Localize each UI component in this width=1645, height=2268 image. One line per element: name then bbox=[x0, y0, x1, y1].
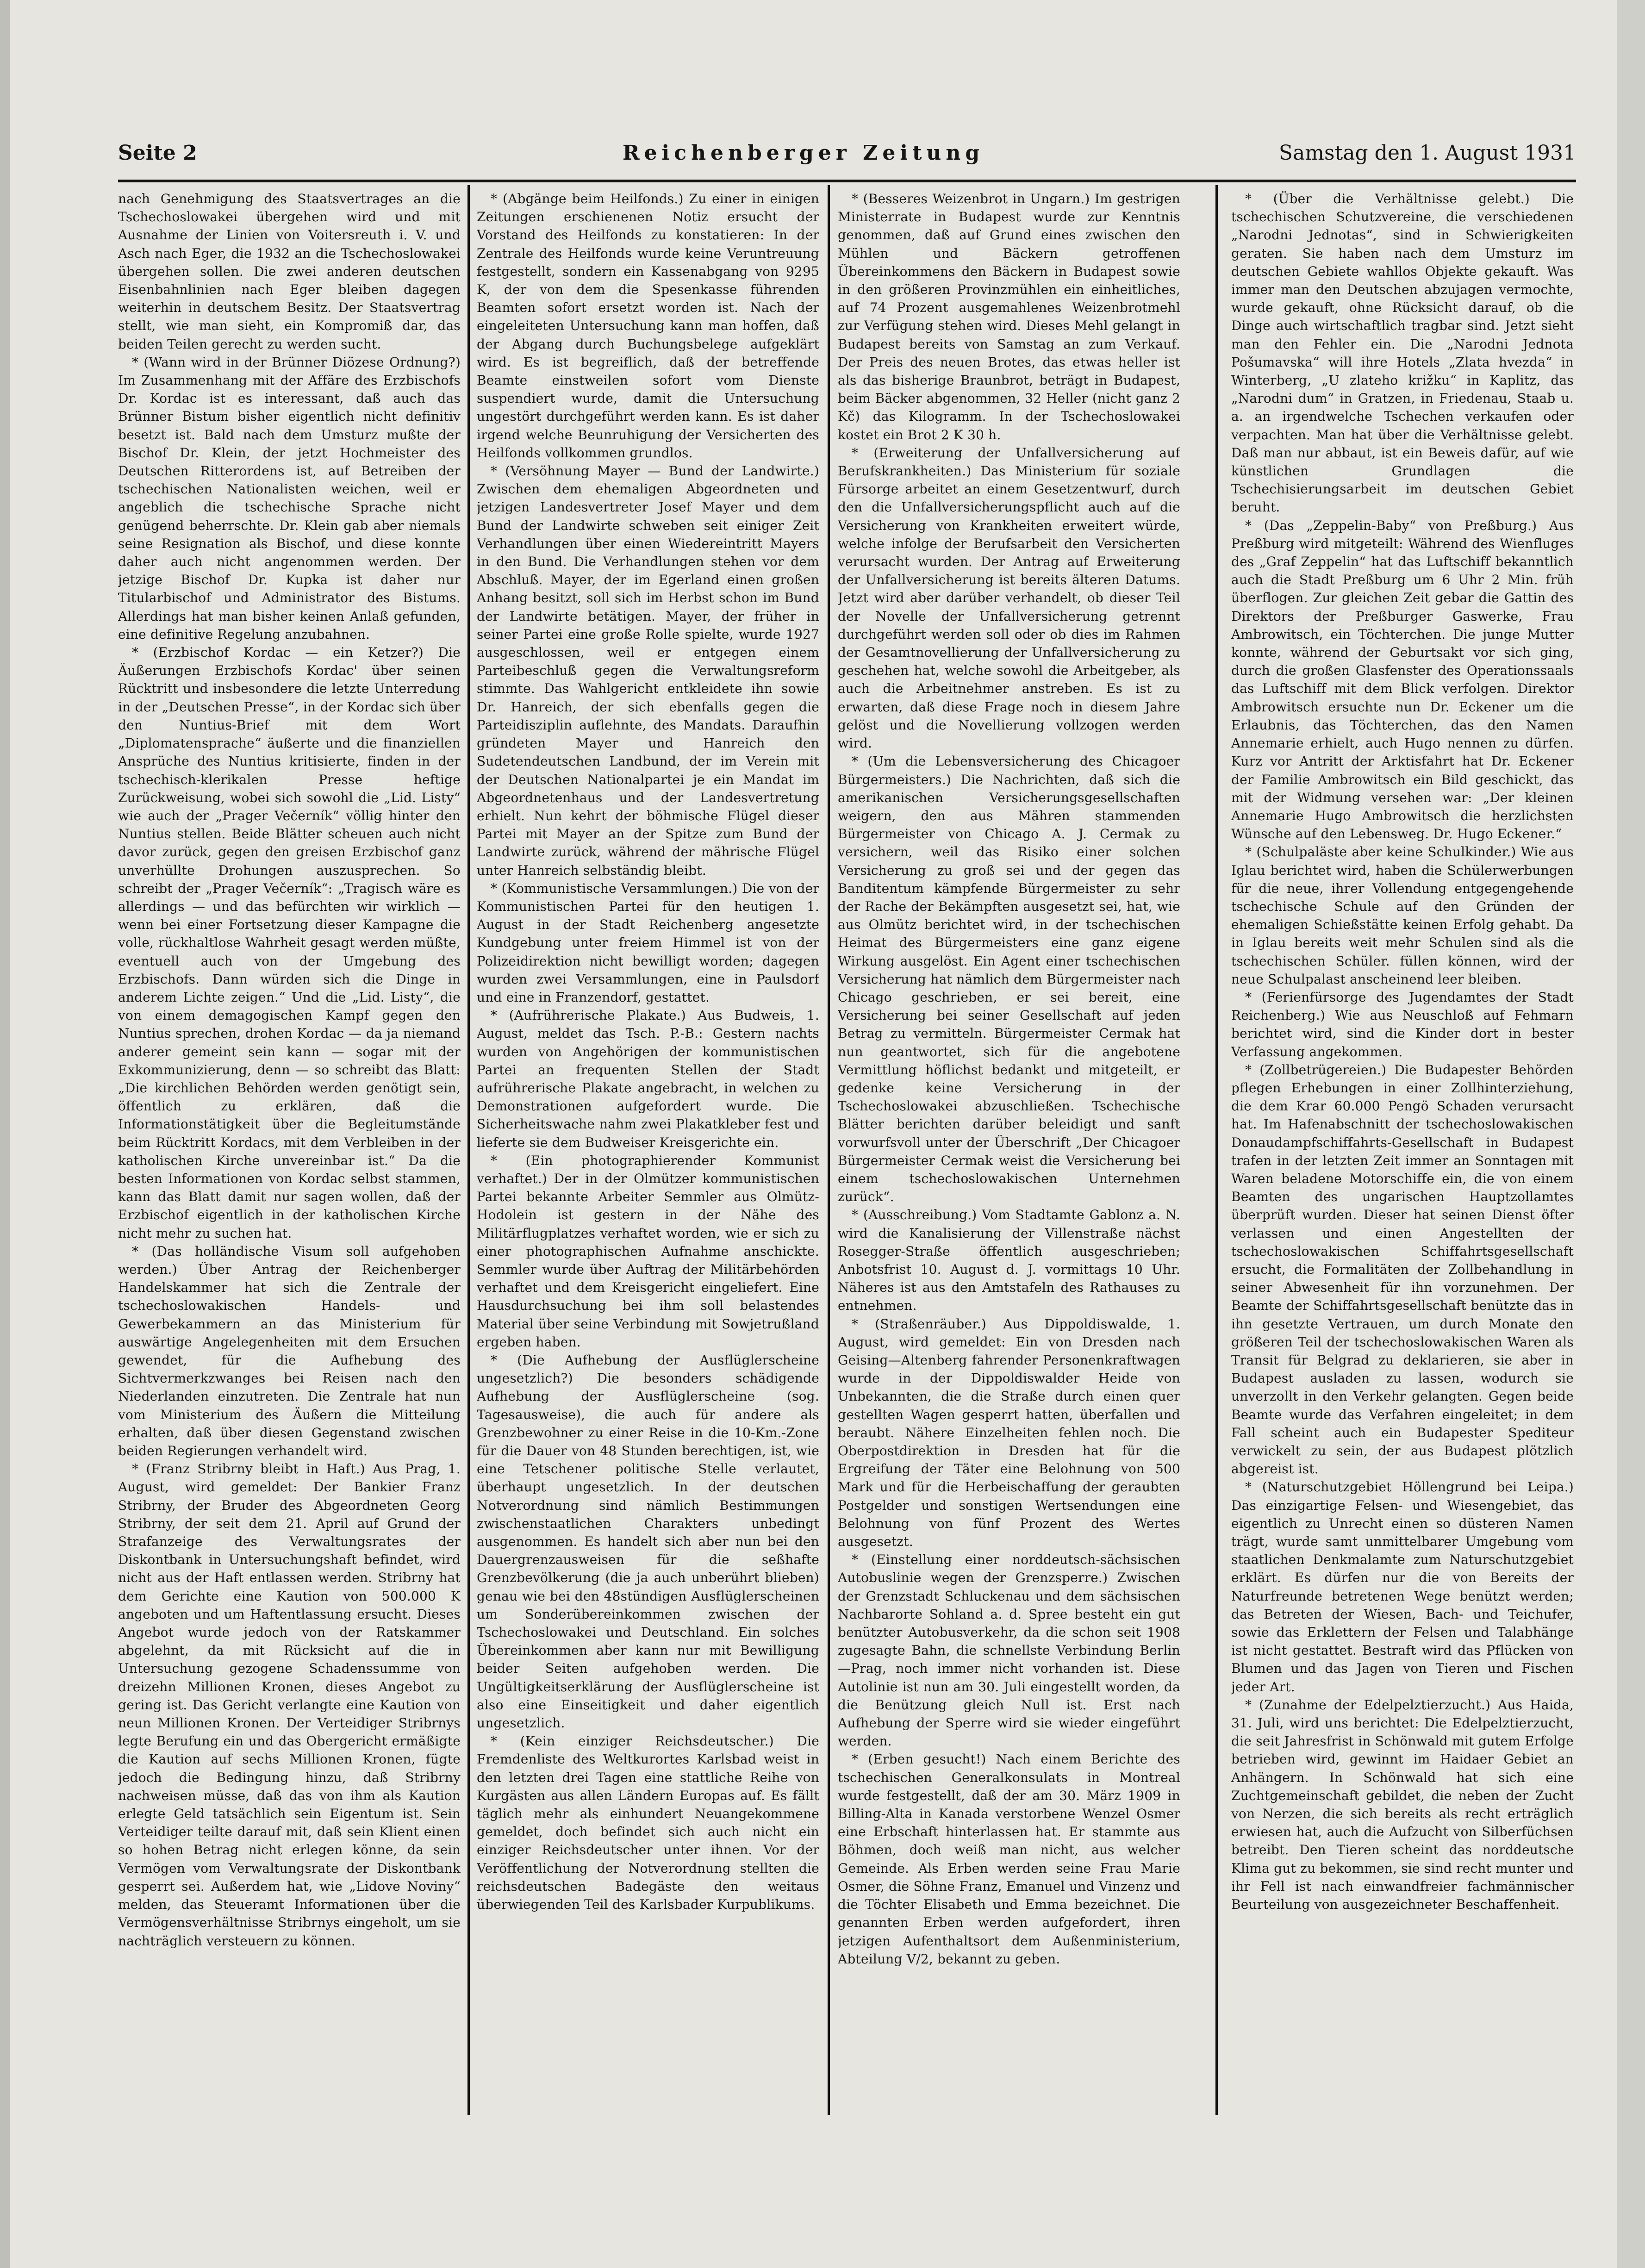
article-text: * (Kein einziger Reichsdeutscher.) Die Fremdenliste des Weltkurortes Karlsbad weist in den letzten drei Tagen eine stattliche Reihe von Kurgästen aus allen Ländern Europas auf. Es fällt täglich mehr als einhundert Neuangekommene gemeldet, doch befindet sich auch nicht ein einziger Reichsdeutscher unter ihnen. Vor der Veröffentlichung der Notverordnung stellten die reichsdeutschen Badegäste den weitaus überwiegenden Teil des Karlsbader Kurpublikums. bbox=[477, 1733, 819, 1913]
article-text: * (Ausschreibung.) Vom Stadtamte Gablonz a. N. wird die Kanalisierung der Villenstraße nächst Rosegger-Straße öffentlich ausgeschrieben; Anbotsfrist 10. August d. J. vormittags 10 Uhr. Näheres ist aus den Amtstafeln des Rathauses zu entnehmen. bbox=[838, 1207, 1180, 1314]
article-text: * (Schulpaläste aber keine Schulkinder.) Wie aus Iglau berichtet wird, haben die Schülerwerbungen für die neue, ihrer Vollendung entgegengehende tschechische Schule auf den Gründen der ehemaligen Schießstätte keinen Erfolg gehabt. Da in Iglau bereits weit mehr Schulen sind als die tschechischen Schüler. füllen können, wird der neue Schulpalast anscheinend leer bleiben. bbox=[1231, 844, 1574, 987]
article-text: * (Das „Zeppelin-Baby“ von Preßburg.) Aus Preßburg wird mitgeteilt: Während des Wienfluges des „Graf Zeppelin“ hat das Luftschiff bekanntlich auch die Stadt Preßburg um 6 Uhr 2 Min. früh überflogen. Zur gleichen Zeit gebar die Gattin des Direktors der Preßburger Gaswerke, Frau Ambrowitsch, ein Töchterchen. Die junge Mutter konnte, während der Geburtsakt vor sich ging, durch die großen Glasfenster des Operationssaals das Luftschiff mit dem Blick verfolgen. Direktor Ambrowitsch ersuchte nun Dr. Eckener um die Erlaubnis, das Töchterchen, das den Namen Annemarie erhielt, auch Hugo nennen zu dürfen. Kurz vor Antritt der Arktisfahrt hat Dr. Eckener der Familie Ambrowitsch ein Bild geschickt, das mit der Widmung versehen war: „Der kleinen Annemarie Hugo Ambrowitsch die herzlichsten Wünsche auf den Lebensweg. Dr. Hugo Eckener.“ bbox=[1231, 517, 1574, 842]
article-text: * (Versöhnung Mayer — Bund der Landwirte.) Zwischen dem ehemaligen Abgeordneten und jetzigen Landesvertreter Josef Mayer und dem Bund der Landwirte schweben seit einiger Zeit Verhandlungen über einen Wiedereintritt Mayers in den Bund. Die Verhandlungen stehen vor dem Abschluß. Mayer, der im Egerland einen großen Anhang besitzt, soll sich im Herbst schon im Bund der Landwirte betätigen. Mayer, der früher in seiner Partei eine große Rolle spielte, wurde 1927 ausgeschlossen, weil er entgegen einem Parteibeschluß gegen die Verwaltungsreform stimmte. Das Wahlgericht entkleidete ihn sowie Dr. Hanreich, der sich ebenfalls gegen die Parteidisziplin auflehnte, des Mandats. Daraufhin gründeten Mayer und Hanreich den Sudetendeutschen Landbund, der im Verein mit der Deutschen Nationalpartei je ein Mandat im Abgeordnetenhaus und der Landesvertretung erhielt. Nun kehrt der böhmische Flügel dieser Partei mit Mayer an der Spitze zum Bund der Landwirte zurück, während der mährische Flügel unter Hanreich selbständig bleibt. bbox=[477, 463, 819, 878]
right-page-edge bbox=[1617, 0, 1645, 2268]
article-text: * (Besseres Weizenbrot in Ungarn.) Im gestrigen Ministerrate in Budapest wurde zur Kenntnis genommen, daß auf Grund eines zwischen den Mühlen und Bäckern getroffenen Übereinkommens den Bäckern in Budapest sowie in den größeren Provinzmühlen ein einheitliches, auf 74 Prozent ausgemahlenes Weizenbrotmehl zur Verfügung stehen wird. Dieses Mehl gelangt in Budapest bereits von Samstag an zum Verkauf. Der Preis des neuen Brotes, das etwas heller ist als das bisherige Braunbrot, beträgt in Budapest, beim Bäcker abgenommen, 32 Heller (nicht ganz 2 Kč) das Kilogramm. In der Tschechoslowakei kostet ein Brot 2 K 30 h. bbox=[838, 191, 1180, 442]
article-text: nach Genehmigung des Staatsvertrages an die Tschechoslowakei übergehen wird und mit Ausnahme der Linien von Voitersreuth i. V. und Asch nach Eger, die 1932 an die Tschechoslowakei übergehen sollen. Die zwei anderen deutschen Eisenbahnlinien nach Eger bleiben dagegen weiterhin in deutschem Besitz. Der Staatsvertrag stellt, wie man sieht, ein Kompromiß dar, das beiden Teilen gerecht zu werden sucht. bbox=[118, 191, 461, 352]
article-text: * (Zunahme der Edelpelztierzucht.) Aus Haida, 31. Juli, wird uns berichtet: Die Edelpelztierzucht, die seit Jahresfrist in Schönwald mit gutem Erfolge betrieben wird, gewinnt im Haidaer Gebiet an Anhängern. In Schönwald hat sich eine Zuchtgemeinschaft gebildet, die neben der Zucht von Nerzen, die sich bereits als recht erträglich erwiesen hat, auch die Aufzucht von Silberfüchsen betreibt. Den Tieren scheint das norddeutsche Klima gut zu bekommen, sie sind recht munter und ihr Fell ist nach einwandfreier fachmännischer Beurteilung von ausgezeichneter Beschaffenheit. bbox=[1231, 1697, 1574, 1913]
column-divider bbox=[1215, 185, 1218, 2115]
header-rule bbox=[118, 180, 1576, 182]
issue-date: Samstag den 1. August 1931 bbox=[1278, 141, 1576, 165]
column-2 bbox=[477, 190, 819, 2115]
page-number: Seite 2 bbox=[118, 141, 197, 165]
column-divider bbox=[828, 185, 830, 2115]
article-text: * (Ferienfürsorge des Jugendamtes der Stadt Reichenberg.) Wie aus Neuschloß auf Fehmarn berichtet wird, sind die Kinder dort in bester Verfassung angekommen. bbox=[1231, 989, 1574, 1059]
masthead-title: Reichenberger Zeitung bbox=[623, 141, 985, 165]
article-text: * (Einstellung einer norddeutsch-sächsischen Autobuslinie wegen der Grenzsperre.) Zwischen der Grenzstadt Schluckenau und dem sächsischen Nachbarorte Sohland a. d. Spree besteht ein gut benützter Autobusverkehr, da die schon seit 1908 zugesagte Bahn, die schnellste Verbindung Berlin—Prag, noch immer nicht vorhanden ist. Diese Autolinie ist nun am 30. Juli eingestellt worden, da die Benützung gleich Null ist. Erst nach Aufhebung der Sperre wird sie wieder eingeführt werden. bbox=[838, 1552, 1180, 1749]
article-text: * (Über die Verhältnisse gelebt.) Die tschechischen Schutzvereine, die verschiedenen „Narodni Jednotas“, sind in Schwierigkeiten geraten. Sie haben nach dem Umsturz im deutschen Gebiete wahllos Objekte gekauft. Was immer man den Deutschen abzujagen vermochte, wurde gekauft, ohne Rücksicht darauf, ob die Dinge auch wirtschaftlich tragbar sind. Jetzt sieht man den Fehler ein. Die „Narodni Jednota Pošumavska“ will ihre Hotels „Zlata hvezda“ in Winterberg, „U zlateho križku“ in Kaplitz, das „Narodni dum“ in Gratzen, in Friedenau, Staab u. a. an irgendwelche Tschechen verkaufen oder verpachten. Man hat über die Verhältnisse gelebt. Daß man nur abbaut, ist ein Beweis dafür, auf wie künstlichen Grundlagen die Tschechisierungsarbeit im deutschen Gebiet beruht. bbox=[1231, 191, 1574, 515]
article-text: * (Franz Stribrny bleibt in Haft.) Aus Prag, 1. August, wird gemeldet: Der Bankier Franz Stribrny, der Bruder des Abgeordneten Georg Stribrny, der seit dem 21. April auf Grund der Strafanzeige des Verwaltungsrates der Diskontbank in Untersuchungshaft befindet, wird nicht aus der Haft entlassen werden. Stribrny hat dem Gerichte eine Kaution von 500.000 K angeboten und um Haftentlassung ersucht. Dieses Angebot wurde jedoch von der Ratskammer abgelehnt, da mit Rücksicht auf die in Untersuchung gezogene Schadenssumme von dreizehn Millionen Kronen, dieses Angebot zu gering ist. Das Gericht verlangte eine Kaution von neun Millionen Kronen. Der Verteidiger Stribrnys legte Berufung ein und das Obergericht ermäßigte die Kaution auf sechs Millionen Kronen, fügte jedoch die Bedingung hinzu, daß Stribrny nachweisen müsse, daß das von ihm als Kaution erlegte Geld tatsächlich sein Eigentum ist. Sein Verteidiger teilte darauf mit, daß sein Klient einen so hohen Betrag nicht erlegen könne, da sein Vermögen vom Verwaltungsrate der Diskontbank gesperrt sei. Außerdem hat, wie „Lidove Noviny“ melden, das Steueramt Informationen über die Vermögensverhältnisse Stribrnys eingeholt, um sie nachträglich versteuern zu können. bbox=[118, 1461, 461, 1949]
article-text: * (Um die Lebensversicherung des Chicagoer Bürgermeisters.) Die Nachrichten, daß sich die amerikanischen Versicherungsgesellschaften weigern, den aus Mähren stammenden Bürgermeister von Chicago A. J. Cermak zu versichern, weil das Risiko einer solchen Versicherung zu groß sei und der gegen das Banditentum kämpfende Bürgermeister zu sehr der Rache der Bekämpften ausgesetzt sei, hat, wie aus Olmütz berichtet wird, in der tschechischen Heimat des Bürgermeisters eine ganz eigene Wirkung ausgelöst. Ein Agent einer tschechischen Versicherung hat nämlich dem Bürgermeister nach Chicago geschrieben, er sei bereit, eine Versicherung bei seiner Gesellschaft auf jeden Betrag zu vermitteln. Bürgermeister Cermak hat nun geantwortet, sich für die angebotene Vermittlung höflichst bedankt und mitgeteilt, er gedenke keine Versicherung in der Tschechoslowakei abzuschließen. Tschechische Blätter berichten darüber beleidigt und sanft vorwurfsvoll unter der Überschrift „Der Chicagoer Bürgermeister Cermak weist die Versicherung bei einem tschechoslowakischen Unternehmen zurück“. bbox=[838, 754, 1180, 1205]
article-text: * (Aufrührerische Plakate.) Aus Budweis, 1. August, meldet das Tsch. P.-B.: Gestern nachts wurden von Angehörigen der kommunistischen Partei an frequenten Stellen der Stadt aufrührerische Plakate angebracht, in welchen zu Demonstrationen aufgefordert wurde. Die Sicherheitswache nahm zwei Plakatkleber fest und lieferte sie dem Budweiser Kreisgerichte ein. bbox=[477, 1008, 819, 1150]
article-text: * (Abgänge beim Heilfonds.) Zu einer in einigen Zeitungen erschienenen Notiz ersucht der Vorstand des Heilfonds zu konstatieren: In der Zentrale des Heilfonds wurde keine Veruntreuung festgestellt, sondern ein Kassenabgang von 9295 K, der von dem die Spesenkasse führenden Beamten sofort ersetzt worden ist. Nach der eingeleiteten Untersuchung kann man hoffen, daß der Abgang durch Buchungsbelege aufgeklärt wird. Es ist begreiflich, daß der betreffende Beamte einstweilen sofort vom Dienste suspendiert wurde, damit die Untersuchung ungestört durchgeführt werden kann. Es ist daher irgend welche Beunruhigung der Versicherten des Heilfonds vollkommen grundlos. bbox=[477, 191, 819, 461]
column-1 bbox=[118, 190, 461, 2115]
article-text: * (Erben gesucht!) Nach einem Berichte des tschechischen Generalkonsulats in Montreal wurde festgestellt, daß der am 30. März 1909 in Billing-Alta in Kanada verstorbene Wenzel Osmer eine Erbschaft hinterlassen hat. Er stammte aus Böhmen, doch weiß man nicht, aus welcher Gemeinde. Als Erben werden seine Frau Marie Osmer, die Söhne Franz, Emanuel und Vinzenz und die Töchter Elisabeth und Emma bezeichnet. Die genannten Erben werden aufgefordert, ihren jetzigen Aufenthaltsort dem Außenministerium, Abteilung V/2, bekannt zu geben. bbox=[838, 1751, 1180, 1967]
article-text: * (Kommunistische Versammlungen.) Die von der Kommunistischen Partei für den heutigen 1. August in der Stadt Reichenberg angesetzte Kundgebung unter freiem Himmel ist von der Polizeidirektion nicht bewilligt worden; dagegen wurden zwei Versammlungen, eine in Paulsdorf und eine in Franzendorf, gestattet. bbox=[477, 880, 819, 1005]
article-text: * (Die Aufhebung der Ausflüglerscheine ungesetzlich?) Die besonders schädigende Aufhebung der Ausflüglerscheine (sog. Tagesausweise), die auch für andere als Grenzbewohner zu einer Reise in die 10-Km.-Zone für die Dauer von 48 Stunden berechtigen, ist, wie eine Tetschener politische Stelle verlautet, überhaupt ungesetzlich. In der deutschen Notverordnung sind nämlich Bestimmungen zwischenstaatlichen Charakters unbedingt ausgenommen. Es handelt sich aber nun bei den Dauergrenzausweisen für die seßhafte Grenzbevölkerung (die ja auch unberührt blieben) genau wie bei den 48stündigen Ausflüglerscheinen um Sonderübereinkommen zwischen der Tschechoslowakei und Deutschland. Ein solches Übereinkommen aber kann nur mit Bewilligung beider Seiten aufgehoben werden. Die Ungültigkeitserklärung der Ausflüglerscheine ist also eine Einseitigkeit und daher eigentlich ungesetzlich. bbox=[477, 1352, 819, 1731]
article-text: * (Das holländische Visum soll aufgehoben werden.) Über Antrag der Reichenberger Handelskammer hat sich die Zentrale der tschechoslowakischen Handels- und Gewerbekammern an das Ministerium für auswärtige Angelegenheiten mit dem Ersuchen gewendet, für die Aufhebung des Sichtvermerkzwanges bei Reisen nach den Niederlanden einzutreten. Die Zentrale hat nun vom Ministerium des Äußern die Mitteilung erhalten, daß über diesen Gegenstand zwischen beiden Regierungen verhandelt wird. bbox=[118, 1243, 461, 1459]
column-divider bbox=[467, 185, 470, 2115]
article-text: * (Erzbischof Kordac — ein Ketzer?) Die Äußerungen Erzbischofs Kordac' über seinen Rücktritt und insbesondere die letzte Unterredung in der „Deutschen Presse“, in der Kordac sich über den Nuntius-Brief mit dem Wort „Diplomatensprache“ äußerte und die finanziellen Ansprüche des Nuntius kritisierte, finden in der tschechisch-klerikalen Presse heftige Zurückweisung, wobei sich sowohl die „Lid. Listy“ wie auch der „Prager Večerník“ völlig hinter den Nuntius stellen. Beide Blätter scheuen auch nicht davor zurück, gegen den greisen Erzbischof ganz unverhüllte Drohungen auszusprechen. So schreibt der „Prager Večerník“: „Tragisch wäre es allerdings — und das befürchten wir wirklich — wenn bei einer Fortsetzung dieser Kampagne die volle, rückhaltlose Wahrheit gesagt werden müßte, eventuell auch von der Umgebung des Erzbischofs. Dann würden sich die Dinge in anderem Lichte zeigen.“ Und die „Lid. Listy“, die von einem demagogischen Kampf gegen den Nuntius sprechen, drohen Kordac — da ja niemand anderer gemeint sein kann — sogar mit der Exkommunizierung, denn — so schreibt das Blatt: „Die kirchlichen Behörden werden genötigt sein, öffentlich zu erklären, daß die Informationstätigkeit über die Begleitumstände beim Rücktritt Kordacs, mit dem Verbleiben in der katholischen Kirche unvereinbar ist.“ Da die besten Informationen von Kordac selbst stammen, kann das Blatt damit nur sagen wollen, daß der Erzbischof eigentlich in der katholischen Kirche nicht mehr zu suchen hat. bbox=[118, 645, 461, 1241]
article-text: * (Erweiterung der Unfallversicherung auf Berufskrankheiten.) Das Ministerium für soziale Fürsorge arbeitet an einem Gesetzentwurf, durch den die Unfallversicherungspflicht auch auf die Versicherung von Krankheiten erweitert würde, welche infolge der Berufsarbeit den Versicherten verursacht wurden. Der Antrag auf Erweiterung der Unfallversicherung ist bereits älteren Datums. Jetzt wird aber darüber verhandelt, ob dieser Teil der Novelle der Unfallversicherung getrennt durchgeführt werden soll oder ob dies im Rahmen der Gesamtnovellierung der Unfallversicherung zu geschehen hat, welche sowohl die Arbeitgeber, als auch die Arbeitnehmer anstreben. Es ist zu erwarten, daß diese Frage noch in diesem Jahre gelöst und die Novellierung vollzogen werden wird. bbox=[838, 445, 1180, 751]
article-text: * (Wann wird in der Brünner Diözese Ordnung?) Im Zusammenhang mit der Affäre des Erzbischofs Dr. Kordac ist es interessant, daß auch das Brünner Bistum bisher eigentlich nicht definitiv besetzt ist. Bald nach dem Umsturz mußte der Bischof Dr. Klein, der jetzt Hochmeister des Deutschen Ritterordens ist, auf Betreiben der tschechischen Nationalisten weichen, weil er angeblich die tschechische Sprache nicht genügend beherrschte. Dr. Klein gab aber niemals seine Resignation als Bischof, und diese konnte daher auch nicht angenommen werden. Der jetzige Bischof Dr. Kupka ist daher nur Titularbischof und Administrator des Bistums. Allerdings hat man bisher keinen Anlaß gefunden, eine definitive Regelung anzubahnen. bbox=[118, 354, 461, 642]
article-text: * (Ein photographierender Kommunist verhaftet.) Der in der Olmützer kommunistischen Partei bekannte Arbeiter Semmler aus Olmütz-Hodolein ist gestern in der Nähe des Militärflugplatzes verhaftet worden, wie er sich zu einer photographischen Aufnahme anschickte. Semmler wurde über Auftrag der Militärbehörden verhaftet und dem Kreisgericht eingeliefert. Eine Hausdurchsuchung bei ihm soll belastendes Material über seine Verbindung mit Sowjetrußland ergeben haben. bbox=[477, 1153, 819, 1350]
left-page-bleed bbox=[0, 0, 10, 2268]
article-text: * (Naturschutzgebiet Höllengrund bei Leipa.) Das einzigartige Felsen- und Wiesengebiet, das eigentlich zu Unrecht einen so düsteren Namen trägt, wurde samt unmittelbarer Umgebung vom staatlichen Denkmalamte zum Naturschutzgebiet erklärt. Es dürfen nur die von Bereits der Naturfreunde betretenen Wege benützt werden; das Betreten der Wiesen, Bach- und Teichufer, sowie das Erklettern der Felsen und Talabhänge ist nicht gestattet. Bestraft wird das Pflücken von Blumen und das Jagen von Tieren und Fischen jeder Art. bbox=[1231, 1479, 1574, 1695]
article-text: * (Straßenräuber.) Aus Dippoldiswalde, 1. August, wird gemeldet: Ein von Dresden nach Geising—Altenberg fahrender Personenkraftwagen wurde in der Dippoldiswalder Heide von Unbekannten, die die Straße durch einen quer gestellten Wagen gesperrt hatten, überfallen und beraubt. Nähere Einzelheiten fehlen noch. Die Oberpostdirektion in Dresden hat für die Ergreifung der Täter eine Belohnung von 500 Mark und für die Herbeischaffung der geraubten Postgelder und sonstigen Wertsendungen eine Belohnung von fünf Prozent des Wertes ausgesetzt. bbox=[838, 1316, 1180, 1550]
page-header bbox=[118, 141, 1576, 174]
column-4 bbox=[1231, 190, 1574, 2115]
column-3 bbox=[838, 190, 1180, 2115]
article-text: * (Zollbetrügereien.) Die Budapester Behörden pflegen Erhebungen in einer Zollhinterziehung, die dem Krar 60.000 Pengö Schaden verursacht hat. Im Hafenabschnitt der tschechoslowakischen Donaudampfschiffahrts-Gesellschaft in Budapest trafen in der letzten Zeit immer an Sonntagen mit Waren beladene Motorschiffe ein, die von einem Beamten des ungarischen Hauptzollamtes überprüft wurden. Dieser hat seinen Dienst öfter verlassen und einen Angestellten der tschechoslowakischen Schiffahrtsgesellschaft ersucht, die Formalitäten der Zollbehandlung in seiner Abwesenheit für ihn vorzunehmen. Der Beamte der Schiffahrtsgesellschaft benützte das in ihn gesetzte Vertrauen, um durch Monate den größeren Teil der tschechoslowakischen Waren als Transit für Belgrad zu deklarieren, sie aber in Budapest ausladen zu lassen, wodurch sie unverzollt in den Verkehr gelangten. Gegen beide Beamte wurde das Verfahren eingeleitet; in dem Fall scheint auch ein Budapester Spediteur verwickelt zu sein, der aus Budapest plötzlich abgereist ist. bbox=[1231, 1062, 1574, 1477]
